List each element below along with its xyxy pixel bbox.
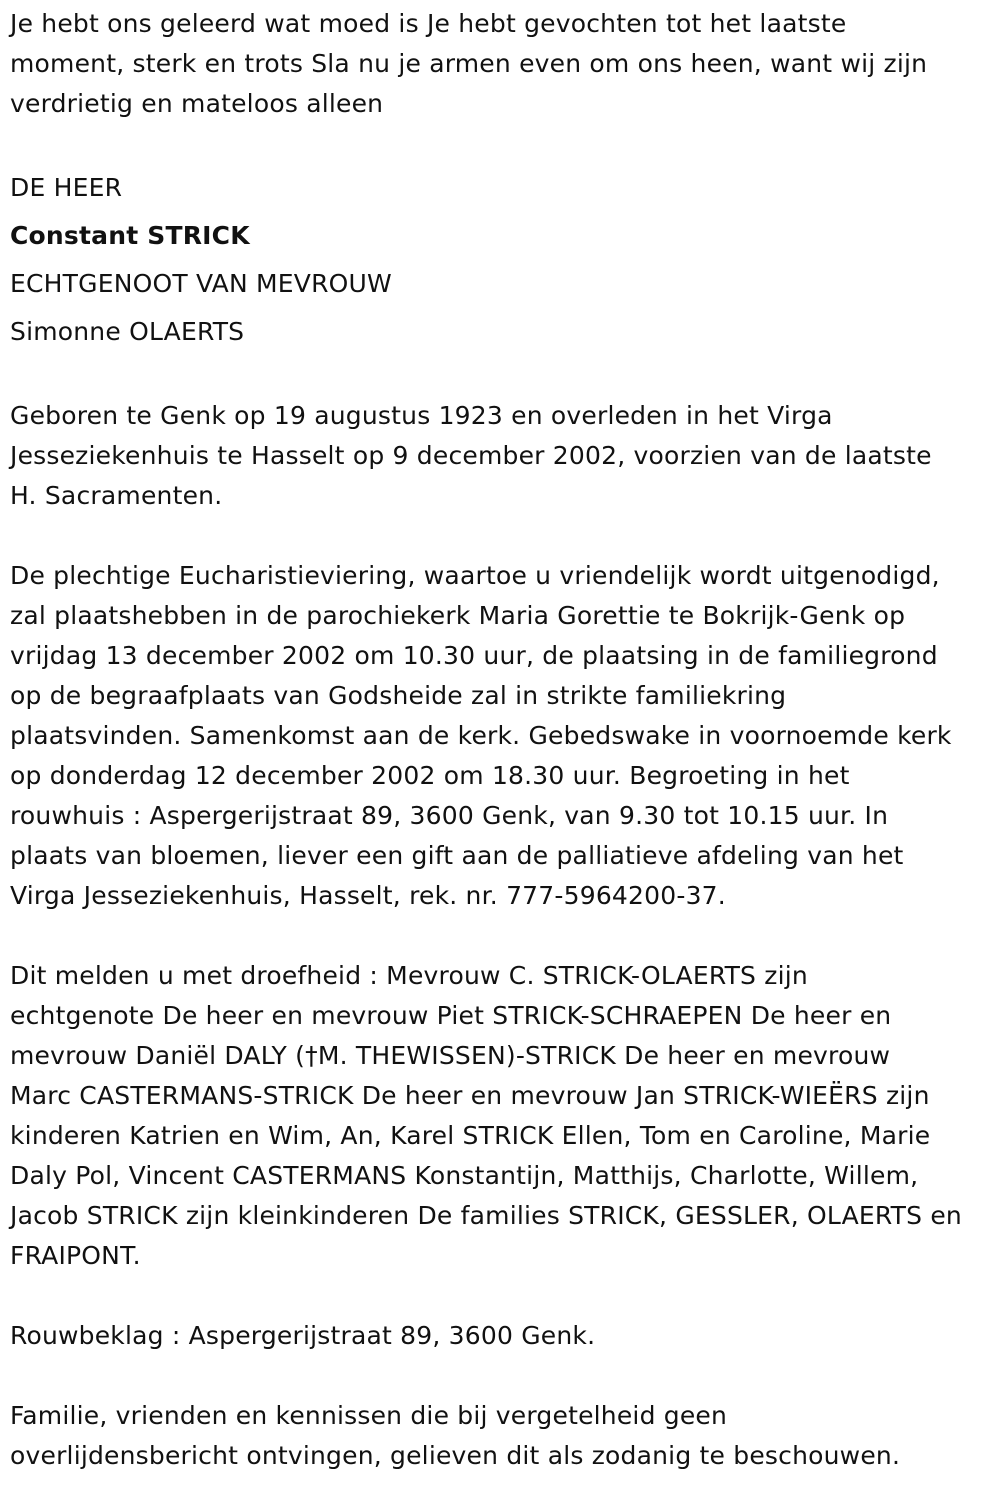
- poem-paragraph: [10, 4, 990, 124]
- text-line: Marc CASTERMANS-STRICK De heer en mevrouw Jan STRICK-WIEËRS zijn: [10, 1081, 930, 1110]
- birth-death-paragraph: [10, 396, 990, 516]
- family-paragraph: [10, 956, 990, 1276]
- condolences-paragraph: [10, 1316, 990, 1356]
- text-line: Jacob STRICK zijn kleinkinderen De families STRICK, GESSLER, OLAERTS en: [10, 1201, 962, 1230]
- deceased-name: Constant STRICK: [10, 221, 250, 250]
- text-line: plaats van bloemen, liever een gift aan de palliatieve afdeling van het: [10, 841, 904, 870]
- text-line: Jesseziekenhuis te Hasselt op 9 december 2002, voorzien van de laatste: [10, 441, 932, 470]
- text-line: Virga Jesseziekenhuis, Hasselt, rek. nr. 777-5964200-37.: [10, 881, 726, 910]
- text-line: De plechtige Eucharistieviering, waartoe u vriendelijk wordt uitgenodigd,: [10, 561, 940, 590]
- deceased-header: [10, 164, 990, 356]
- spouse-label: ECHTGENOOT VAN MEVROUW: [10, 269, 392, 298]
- spouse-name: Simonne OLAERTS: [10, 317, 245, 346]
- text-line: zal plaatshebben in de parochiekerk Maria Gorettie te Bokrijk-Genk op: [10, 601, 906, 630]
- text-line: plaatsvinden. Samenkomst aan de kerk. Gebedswake in voornoemde kerk: [10, 721, 952, 750]
- poem-line: verdrietig en mateloos alleen: [10, 89, 384, 118]
- text-line: FRAIPONT.: [10, 1241, 141, 1270]
- text-line: Familie, vrienden en kennissen die bij vergetelheid geen: [10, 1401, 728, 1430]
- text-line: overlijdensbericht ontvingen, gelieven dit als zodanig te beschouwen.: [10, 1441, 901, 1470]
- honorific-title: DE HEER: [10, 173, 123, 202]
- text-line: H. Sacramenten.: [10, 481, 223, 510]
- text-line: Daly Pol, Vincent CASTERMANS Konstantijn, Matthijs, Charlotte, Willem,: [10, 1161, 919, 1190]
- text-line: echtgenote De heer en mevrouw Piet STRICK-SCHRAEPEN De heer en: [10, 1001, 892, 1030]
- text-line: kinderen Katrien en Wim, An, Karel STRICK Ellen, Tom en Caroline, Marie: [10, 1121, 931, 1150]
- text-line: op de begraafplaats van Godsheide zal in strikte familiekring: [10, 681, 787, 710]
- ceremony-paragraph: [10, 556, 990, 916]
- closing-paragraph: [10, 1396, 990, 1476]
- text-line: mevrouw Daniël DALY (†M. THEWISSEN)-STRICK De heer en mevrouw: [10, 1041, 891, 1070]
- text-line: rouwhuis : Aspergerijstraat 89, 3600 Genk, van 9.30 tot 10.15 uur. In: [10, 801, 889, 830]
- text-line: op donderdag 12 december 2002 om 18.30 uur. Begroeting in het: [10, 761, 850, 790]
- text-line: vrijdag 13 december 2002 om 10.30 uur, de plaatsing in de familiegrond: [10, 641, 938, 670]
- text-line: Geboren te Genk op 19 augustus 1923 en overleden in het Virga: [10, 401, 833, 430]
- poem-line: moment, sterk en trots Sla nu je armen even om ons heen, want wij zijn: [10, 49, 928, 78]
- text-line: Rouwbeklag : Aspergerijstraat 89, 3600 Genk.: [10, 1321, 596, 1350]
- poem-line: Je hebt ons geleerd wat moed is Je hebt gevochten tot het laatste: [10, 9, 847, 38]
- text-line: Dit melden u met droefheid : Mevrouw C. STRICK-OLAERTS zijn: [10, 961, 808, 990]
